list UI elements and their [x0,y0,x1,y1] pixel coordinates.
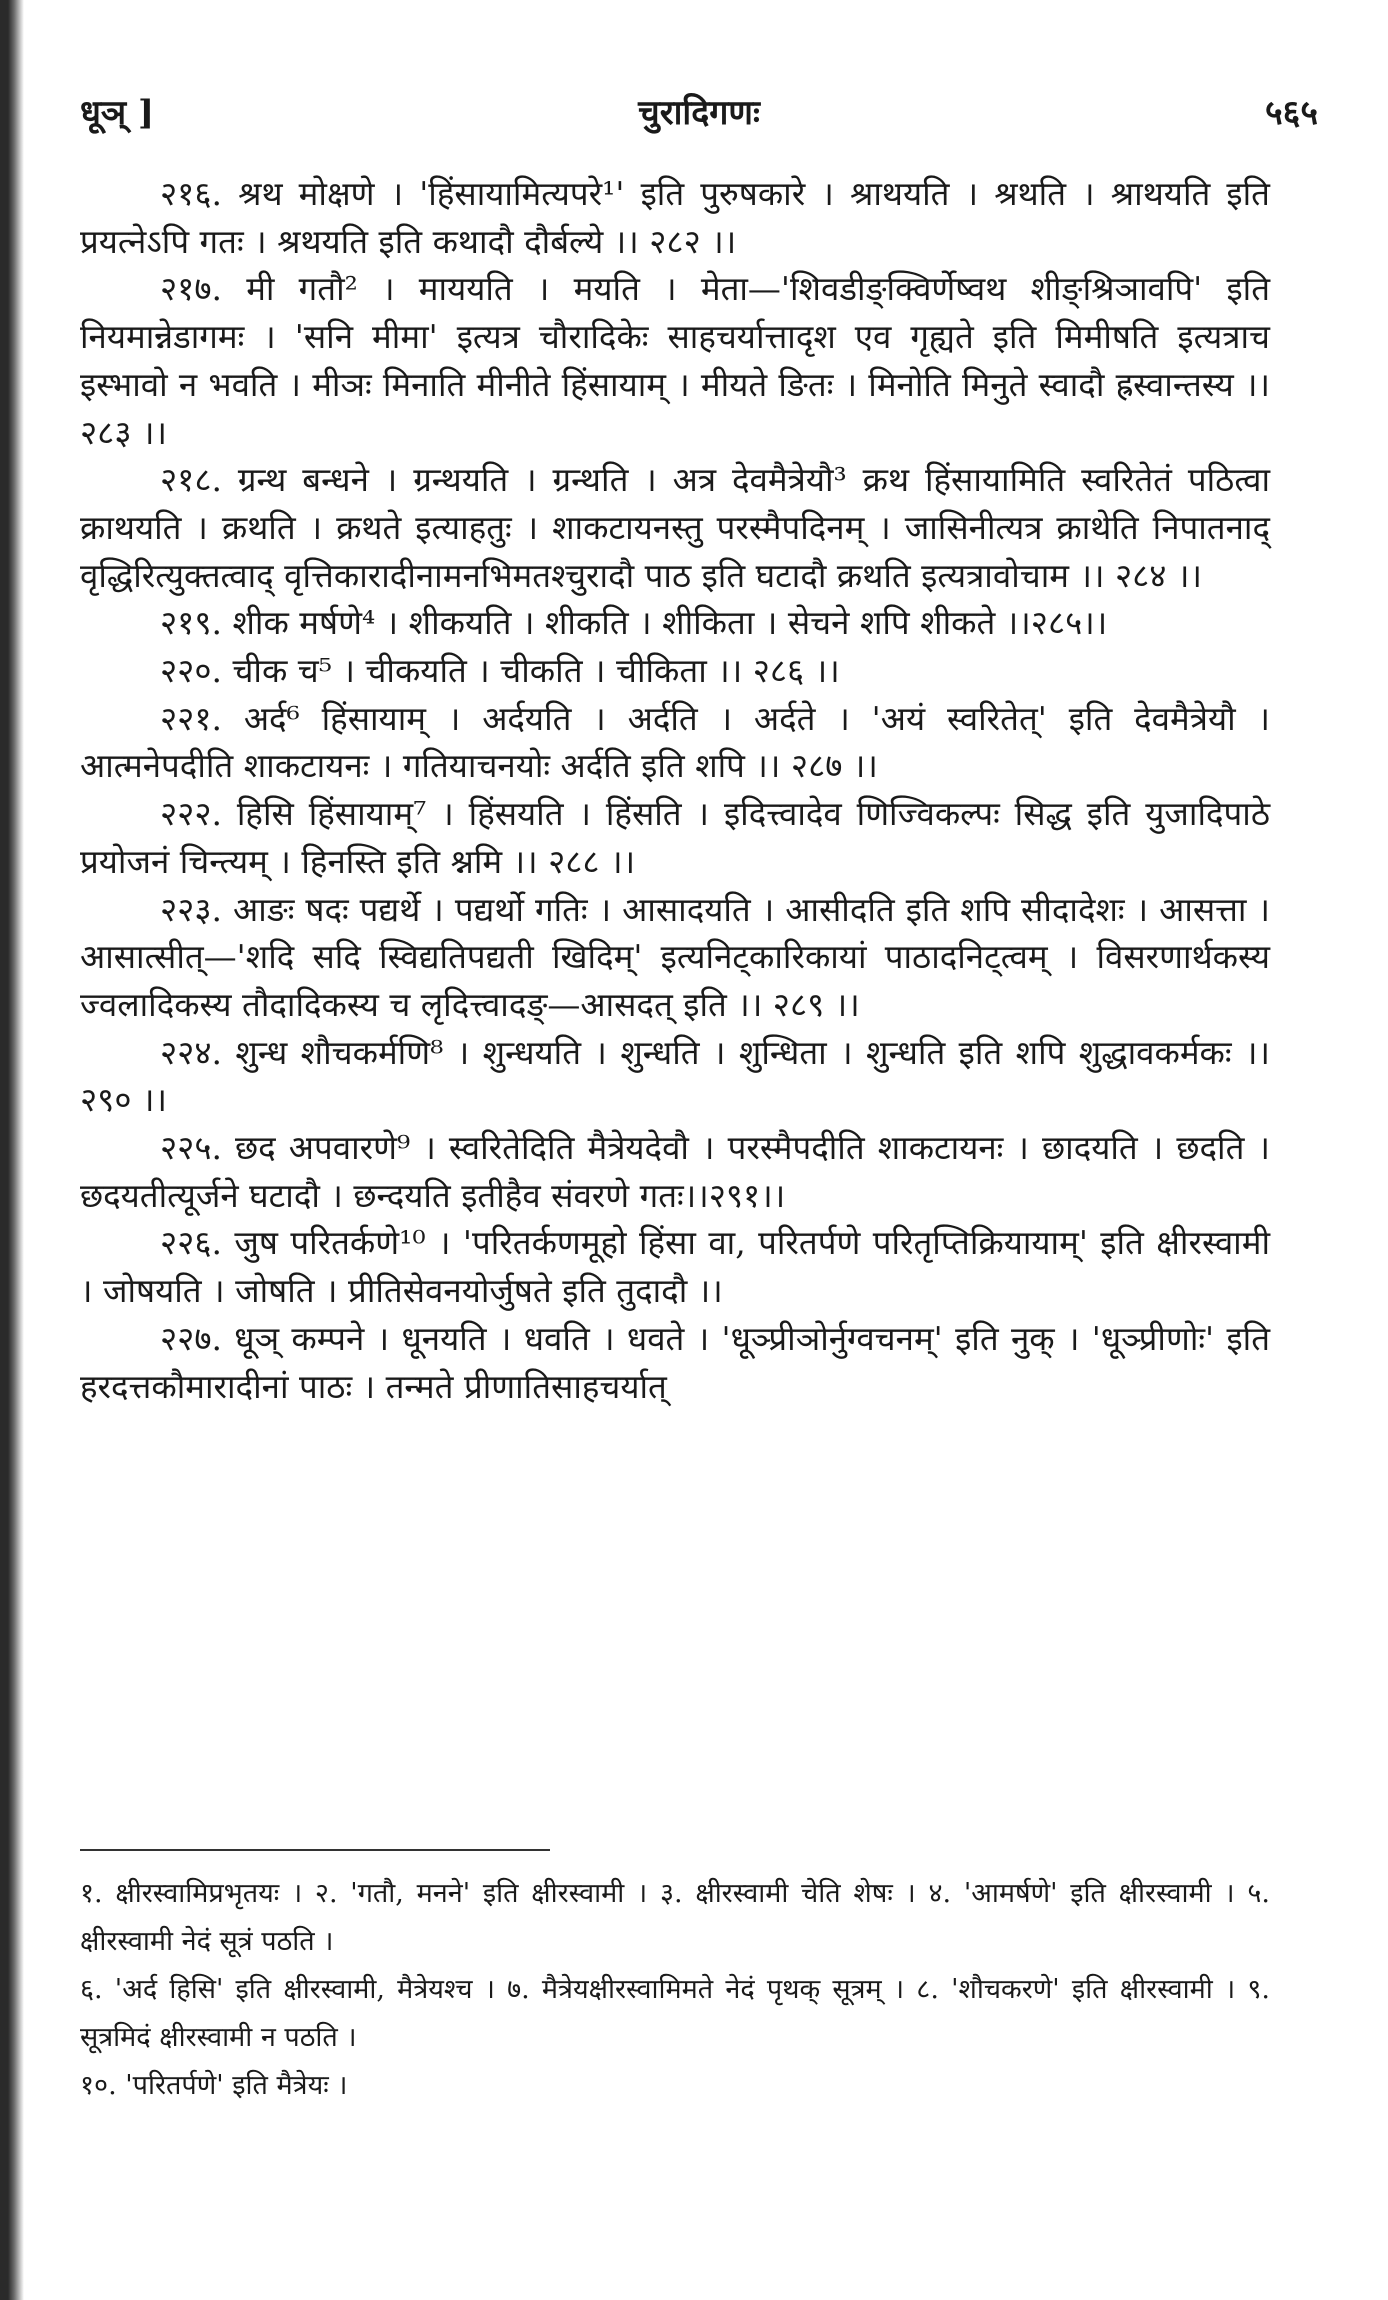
footnotes [80,1870,1270,2110]
entry-220: २२०. चीक च⁵ । चीकयति । चीकति । चीकिता ।। २८६ ।। [160,651,840,691]
entry-219: २१९. शीक मर्षणे⁴ । शीकयति । शीकति । शीकिता । सेचने शपि शीकते ।।२८५।। [160,603,1108,643]
entry-225: २२५. छद अपवारणे⁹ । स्वरितेदिति मैत्रेयदेवौ । परस्मैपदीति शाकटायनः । छादयति । छदति । छदयतीत्यूर्जने घटादौ । छन्दयति इतीहैव संवरणे गतः।।२९१।। [80,1128,1270,1215]
running-header [80,88,1318,133]
entry-223: २२३. आङः षदः पद्यर्थे । पद्यर्थो गतिः । आसादयति । आसीदति इति शपि सीदादेशः । आसत्ता । आसात्सीत्—'शदि सदि स्विद्यतिपद्यती खिदिम्' इत्यनिट्कारिकायां पाठादनिट्त्वम् । विसरणार्थकस्य ज्वलादिकस्य तौदादिकस्य च लृदित्त्वादङ्—आसदत् इति ।। २८९ ।। [80,889,1270,1024]
entry-226: २२६. जुष परितर्कणे¹⁰ । 'परितर्कणमूहो हिंसा वा, परितर्पणे परितृप्तिक्रियायाम्' इति क्षीरस्वामी । जोषयति । जोषति । प्रीतिसेवनयोर्जुषते इति तुदादौ ।। [80,1223,1270,1311]
entry-216: २१६. श्रथ मोक्षणे । 'हिंसायामित्यपरे¹' इति पुरुषकारे । श्राथयति । श्रथति । श्राथयति इति प्रयत्नेऽपि गतः । श्रथयति इति कथादौ दौर्बल्ये ।। २८२ ।। [80,174,1270,261]
entry-222: २२२. हिसि हिंसायाम्⁷ । हिंसयति । हिंसति । इदित्त्वादेव णिज्विकल्पः सिद्ध इति युजादिपाठे प्रयोजनं चिन्त्यम् । हिनस्ति इति श्नमि ।। २८८ ।। [80,794,1270,881]
scan-binding-edge [0,0,24,2300]
footnote-line: १. क्षीरस्वामिप्रभृतयः । २. 'गतौ, मनने' इति क्षीरस्वामी । ३. क्षीरस्वामी चेति शेषः । ४. 'आमर्षणे' इति क्षीरस्वामी । ५. क्षीरस्वामी नेदं सूत्रं पठति । [80,1878,1270,1957]
entry-217: २१७. मी गतौ² । माययति । मयति । मेता—'शिवडीङ्क्विर्णेष्वथ शीङ्श्रिञावपि' इति नियमान्नेडागमः । 'सनि मीमा' इत्यत्र चौरादिकेः साहचर्यात्तादृश एव गृह्यते इति मिमीषति इत्यत्राच इस्भावो न भवति । मीञः मिनाति मीनीते हिंसायाम् । मीयते ङितः । मिनोति मिनुते स्वादौ ह्रस्वान्तस्य ।। २८३ ।। [80,269,1270,452]
header-section-title: चुरादिगणः [638,93,760,133]
entry-224: २२४. शुन्ध शौचकर्मणि⁸ । शुन्धयति । शुन्धति । शुन्धिता । शुन्धति इति शपि शुद्धावकर्मकः ।। २९० ।। [80,1032,1270,1120]
entry-221: २२१. अर्द⁶ हिंसायाम् । अर्दयति । अर्दति । अर्दते । 'अयं स्वरितेत्' इति देवमैत्रेयौ । आत्मनेपदीति शाकटायनः । गतियाचनयोः अर्दति इति शपि ।। २८७ ।। [80,698,1270,786]
entry-218: २१८. ग्रन्थ बन्धने । ग्रन्थयति । ग्रन्थति । अत्र देवमैत्रेयौ³ क्रथ हिंसायामिति स्वरितेतं पठित्वा क्राथयति । क्रथति । क्रथते इत्याहतुः । शाकटायनस्तु परस्मैपदिनम् । जासिनीत्यत्र क्राथेति निपातनाद् वृद्धिरित्युक्तत्वाद् वृत्तिकारादीनामनभिमतश्चुरादौ पाठ इति घटादौ क्रथति इत्यत्रावोचाम ।। २८४ ।। [80,460,1270,595]
footnote-line: १०. 'परितर्पणे' इति मैत्रेयः । [80,2070,348,2101]
entry-227: २२७. धूञ् कम्पने । धूनयति । धवति । धवते । 'धूञ्प्रीञोर्नुग्वचनम्' इति नुक् । 'धूञ्प्रीणोः' इति हरदत्तकौमारादीनां पाठः । तन्मते प्रीणातिसाहचर्यात् [80,1318,1270,1406]
page-number: ५६५ [1264,93,1318,133]
main-text [80,170,1270,1410]
footnote-line: ६. 'अर्द हिसि' इति क्षीरस्वामी, मैत्रेयश्च । ७. मैत्रेयक्षीरस्वामिमते नेदं पृथक् सूत्रम् । ८. 'शौचकरणे' इति क्षीरस्वामी । ९. सूत्रमिदं क्षीरस्वामी न पठति । [80,1974,1270,2053]
footnote-divider [80,1849,550,1851]
header-root-label: धूञ् ] [80,93,155,133]
